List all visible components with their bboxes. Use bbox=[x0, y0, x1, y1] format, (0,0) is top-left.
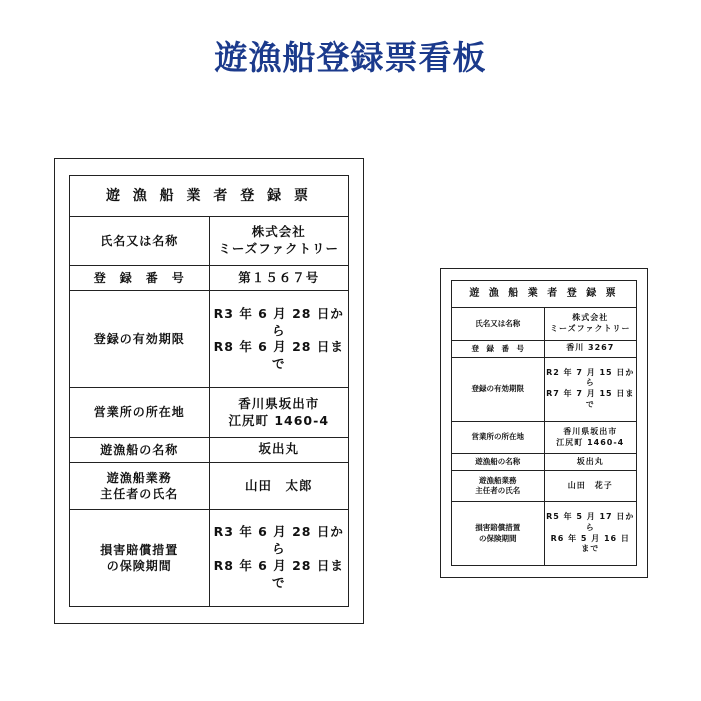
row-value: R2 年 7 月 15 日から R7 年 7 月 15 日まで bbox=[544, 357, 636, 421]
table-row bbox=[70, 291, 348, 388]
small-sign-board bbox=[440, 268, 648, 578]
row-label: 営業所の所在地 bbox=[70, 388, 209, 437]
row-label: 損害賠償措置 の保険期間 bbox=[452, 502, 544, 565]
table-row bbox=[452, 502, 636, 565]
large-sign-frame bbox=[69, 175, 349, 607]
small-sign-heading: 遊 漁 船 業 者 登 録 票 bbox=[452, 281, 636, 308]
row-label: 損害賠償措置 の保険期間 bbox=[70, 510, 209, 606]
table-row bbox=[70, 462, 348, 509]
table-row bbox=[70, 510, 348, 606]
table-row bbox=[452, 471, 636, 502]
row-value: 坂出丸 bbox=[209, 437, 348, 462]
row-value: 香川 3267 bbox=[544, 340, 636, 357]
table-row bbox=[452, 421, 636, 454]
row-label: 遊漁船の名称 bbox=[70, 437, 209, 462]
row-value: R3 年 6 月 28 日から R8 年 6 月 28 日まで bbox=[209, 291, 348, 388]
table-row bbox=[452, 357, 636, 421]
row-value: 株式会社 ミーズファクトリー bbox=[544, 308, 636, 341]
row-value: R5 年 5 月 17 日から R6 年 5 月 16 日 まで bbox=[544, 502, 636, 565]
table-row bbox=[452, 454, 636, 471]
small-registration-table bbox=[452, 281, 636, 565]
table-row bbox=[452, 308, 636, 341]
row-value: 坂出丸 bbox=[544, 454, 636, 471]
row-label: 営業所の所在地 bbox=[452, 421, 544, 454]
row-label: 氏名又は名称 bbox=[452, 308, 544, 341]
row-label: 氏名又は名称 bbox=[70, 217, 209, 266]
row-label: 登 録 番 号 bbox=[452, 340, 544, 357]
row-label: 遊漁船業務 主任者の氏名 bbox=[70, 462, 209, 509]
row-value: R3 年 6 月 28 日から R8 年 6 月 28 日まで bbox=[209, 510, 348, 606]
row-label: 登録の有効期限 bbox=[70, 291, 209, 388]
table-row bbox=[70, 388, 348, 437]
row-label: 遊漁船業務 主任者の氏名 bbox=[452, 471, 544, 502]
large-sign-board bbox=[54, 158, 364, 624]
row-value: 第１５６７号 bbox=[209, 266, 348, 291]
table-row bbox=[70, 217, 348, 266]
row-value: 山田 太郎 bbox=[209, 462, 348, 509]
row-label: 登録の有効期限 bbox=[452, 357, 544, 421]
large-sign-heading: 遊 漁 船 業 者 登 録 票 bbox=[70, 176, 348, 217]
row-value: 香川県坂出市 江尻町 1460-4 bbox=[209, 388, 348, 437]
table-row bbox=[70, 266, 348, 291]
table-row bbox=[70, 437, 348, 462]
large-registration-table bbox=[70, 176, 348, 606]
table-row bbox=[452, 340, 636, 357]
row-value: 株式会社 ミーズファクトリー bbox=[209, 217, 348, 266]
row-label: 登 録 番 号 bbox=[70, 266, 209, 291]
page-title: 遊漁船登録票看板 bbox=[214, 38, 487, 77]
row-value: 香川県坂出市 江尻町 1460-4 bbox=[544, 421, 636, 454]
row-label: 遊漁船の名称 bbox=[452, 454, 544, 471]
small-sign-frame bbox=[451, 280, 637, 566]
row-value: 山田 花子 bbox=[544, 471, 636, 502]
